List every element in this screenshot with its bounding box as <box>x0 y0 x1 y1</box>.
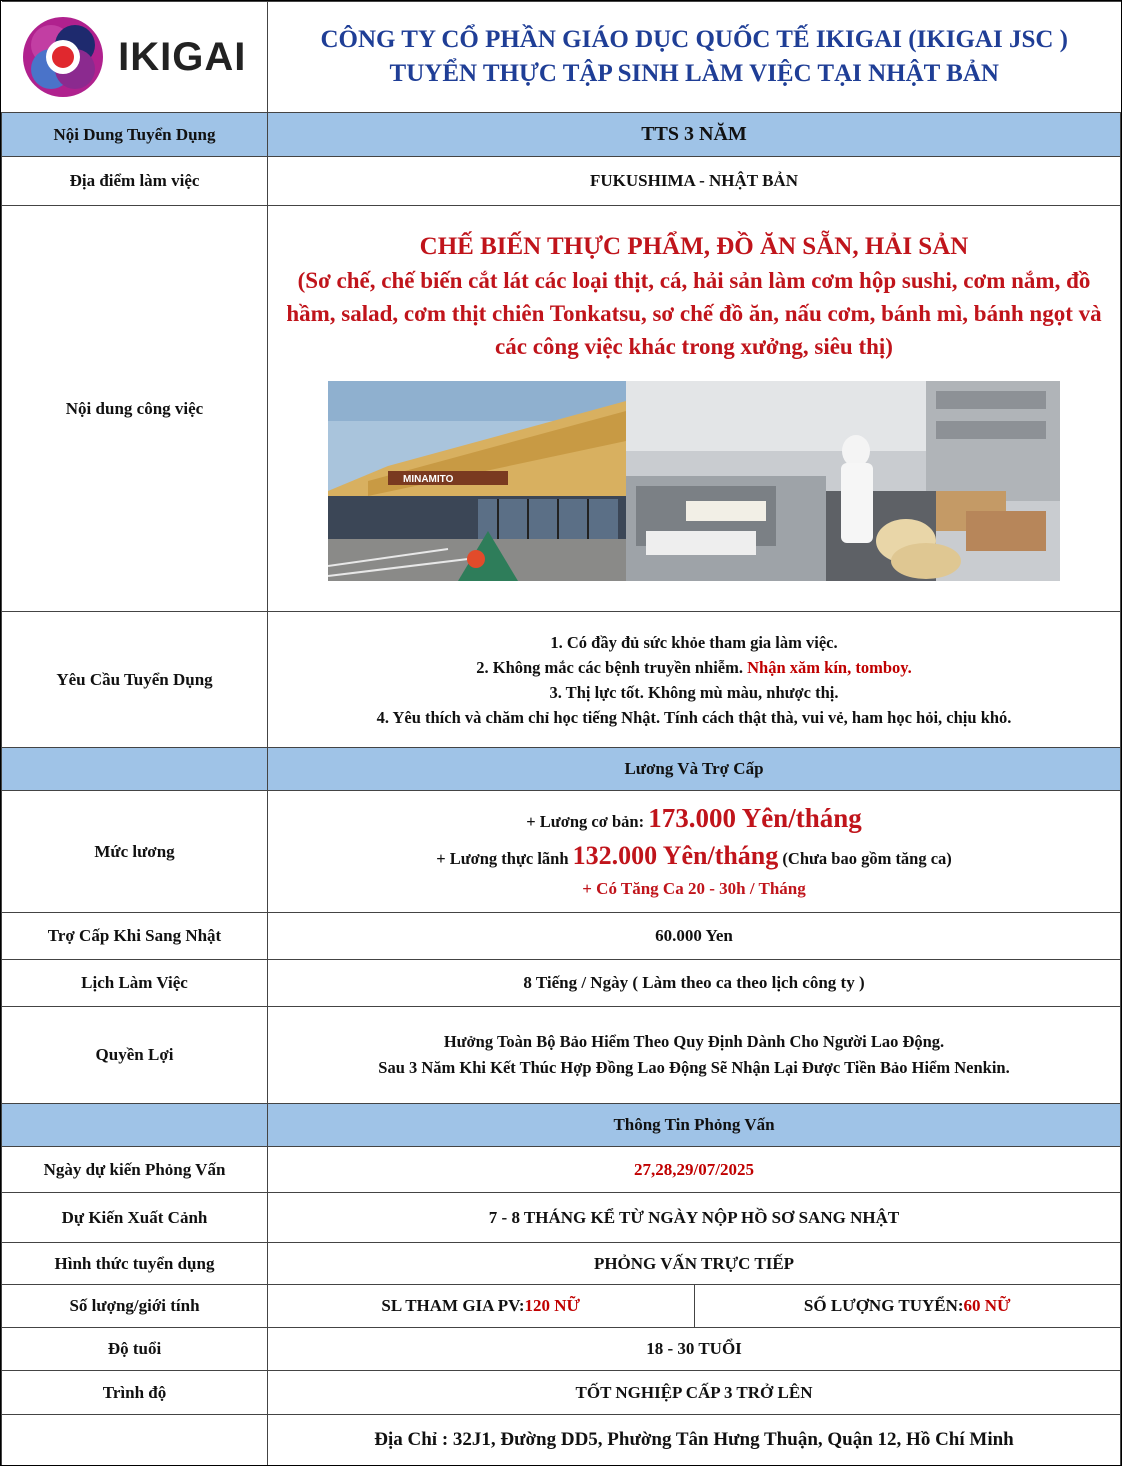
interview-date-value: 27,28,29/07/2025 <box>268 1147 1121 1193</box>
allowance-row <box>2 913 1121 960</box>
departure-value: 7 - 8 THÁNG KỂ TỪ NGÀY NỘP HỒ SƠ SANG NHẬT <box>268 1193 1121 1243</box>
location-row <box>2 157 1121 206</box>
hire-count-value: 60 NỮ <box>963 1296 1011 1315</box>
benefits-label: Quyền Lợi <box>2 1007 268 1104</box>
job-description: (Sơ chế, chế biến cắt lát các loại thịt, cá, hải sản làm cơm hộp sushi, cơm nắm, đồ hầm, salad, cơm thịt chiên Tonkatsu, sơ chế đồ ăn, nấu cơm, bánh mì, bánh ngọt và các công việc khác trong xưởng, siêu thị) <box>286 268 1102 359</box>
job-cell <box>268 206 1121 612</box>
requirements-row <box>2 612 1121 748</box>
requirements-list <box>268 612 1121 748</box>
hire-count: SỐ LƯỢNG TUYỂN: 60 NỮ <box>803 1296 1011 1315</box>
net-salary-value: 132.000 Yên/tháng <box>572 841 779 870</box>
interview-date-row <box>2 1147 1121 1193</box>
requirement-item <box>268 655 1120 680</box>
requirements-label: Yêu Cầu Tuyển Dụng <box>2 612 268 748</box>
count-cell <box>268 1285 1121 1328</box>
recruitment-table <box>1 1 1121 1465</box>
benefits-row <box>2 1007 1121 1104</box>
base-salary: + Lương cơ bản: 173.000 Yên/tháng <box>526 803 862 833</box>
logo-text: IKIGAI <box>118 34 247 79</box>
recruitment-headline: TUYỂN THỰC TẬP SINH LÀM VIỆC TẠI NHẬT BẢN <box>389 60 999 87</box>
address-value: Địa Chỉ : 32J1, Đường DD5, Phường Tân Hưng Thuận, Quận 12, Hồ Chí Minh <box>268 1415 1121 1465</box>
attend-count-value: 120 NỮ <box>524 1296 581 1315</box>
attend-count: SL THAM GIA PV: 120 NỮ <box>268 1285 695 1327</box>
store-sign: MINAMITO <box>403 474 454 485</box>
ikigai-logo <box>2 16 268 98</box>
benefit-item: Hưởng Toàn Bộ Bảo Hiểm Theo Quy Định Dành Cho Người Lao Động. <box>443 1032 945 1051</box>
kitchen-photo <box>626 381 1060 581</box>
departure-row <box>2 1193 1121 1243</box>
requirement-item: 4. Yêu thích và chăm chỉ học tiếng Nhật. Tính cách thật thà, vui vẻ, ham học hỏi, chịu khó. <box>376 707 1012 727</box>
interview-section-spacer <box>2 1104 268 1147</box>
content-value: TTS 3 NĂM <box>268 113 1121 157</box>
form-label: Hình thức tuyển dụng <box>2 1243 268 1285</box>
header-row <box>2 2 1121 113</box>
interview-section-title: Thông Tin Phỏng Vấn <box>268 1104 1121 1147</box>
address-row <box>2 1415 1121 1465</box>
form-row <box>2 1243 1121 1285</box>
age-label: Độ tuổi <box>2 1328 268 1371</box>
salary-details <box>268 791 1121 913</box>
overtime-note: + Có Tăng Ca 20 - 30h / Tháng <box>582 879 806 898</box>
base-salary-value: 173.000 Yên/tháng <box>648 803 862 833</box>
company-title-cell <box>268 2 1121 113</box>
location-value: FUKUSHIMA - NHẬT BẢN <box>268 157 1121 206</box>
form-value: PHỎNG VẤN TRỰC TIẾP <box>268 1243 1121 1285</box>
requirement-text: 2. Không mắc các bệnh truyền nhiễm. <box>476 657 748 677</box>
allowance-value: 60.000 Yen <box>268 913 1121 960</box>
count-split <box>268 1285 1120 1327</box>
job-title: CHẾ BIẾN THỰC PHẨM, ĐỒ ĂN SẴN, HẢI SẢN <box>419 233 969 260</box>
content-row <box>2 113 1121 157</box>
job-row <box>2 206 1121 612</box>
location-label: Địa điểm làm việc <box>2 157 268 206</box>
salary-label: Mức lương <box>2 791 268 913</box>
salary-section-header <box>2 748 1121 791</box>
requirement-item: 3. Thị lực tốt. Không mù màu, nhược thị. <box>549 682 839 702</box>
benefit-item: Sau 3 Năm Khi Kết Thúc Hợp Đồng Lao Động Sẽ Nhận Lại Được Tiền Bảo Hiểm Nenkin. <box>378 1058 1010 1077</box>
interview-section-header <box>2 1104 1121 1147</box>
salary-row <box>2 791 1121 913</box>
schedule-row <box>2 960 1121 1007</box>
salary-section-spacer <box>2 748 268 791</box>
departure-label: Dự Kiến Xuất Cảnh <box>2 1193 268 1243</box>
address-spacer <box>2 1415 268 1465</box>
count-row <box>2 1285 1121 1328</box>
benefits-list <box>268 1007 1121 1104</box>
schedule-label: Lịch Làm Việc <box>2 960 268 1007</box>
interview-date-label: Ngày dự kiến Phỏng Vấn <box>2 1147 268 1193</box>
schedule-value: 8 Tiếng / Ngày ( Làm theo ca theo lịch công ty ) <box>268 960 1121 1007</box>
supermarket-photo <box>328 381 626 581</box>
job-photos <box>268 381 1120 581</box>
education-label: Trình độ <box>2 1371 268 1415</box>
age-row <box>2 1328 1121 1371</box>
count-label: Số lượng/giới tính <box>2 1285 268 1328</box>
salary-section-title: Lương Và Trợ Cấp <box>268 748 1121 791</box>
ikigai-flower-icon <box>22 16 104 98</box>
net-salary: + Lương thực lãnh 132.000 Yên/tháng (Chưa bao gồm tăng ca) <box>436 841 952 870</box>
job-label: Nội dung công việc <box>2 206 268 612</box>
content-label: Nội Dung Tuyển Dụng <box>2 113 268 157</box>
requirement-item: 1. Có đầy đủ sức khỏe tham gia làm việc. <box>550 632 838 652</box>
logo-cell <box>2 2 268 113</box>
education-row <box>2 1371 1121 1415</box>
education-value: TỐT NGHIỆP CẤP 3 TRỞ LÊN <box>268 1371 1121 1415</box>
company-name: CÔNG TY CỔ PHẦN GIÁO DỤC QUỐC TẾ IKIGAI (IKIGAI JSC ) <box>320 26 1069 53</box>
requirement-highlight: Nhận xăm kín, tomboy. <box>747 657 912 677</box>
allowance-label: Trợ Cấp Khi Sang Nhật <box>2 913 268 960</box>
age-value: 18 - 30 TUỔI <box>268 1328 1121 1371</box>
